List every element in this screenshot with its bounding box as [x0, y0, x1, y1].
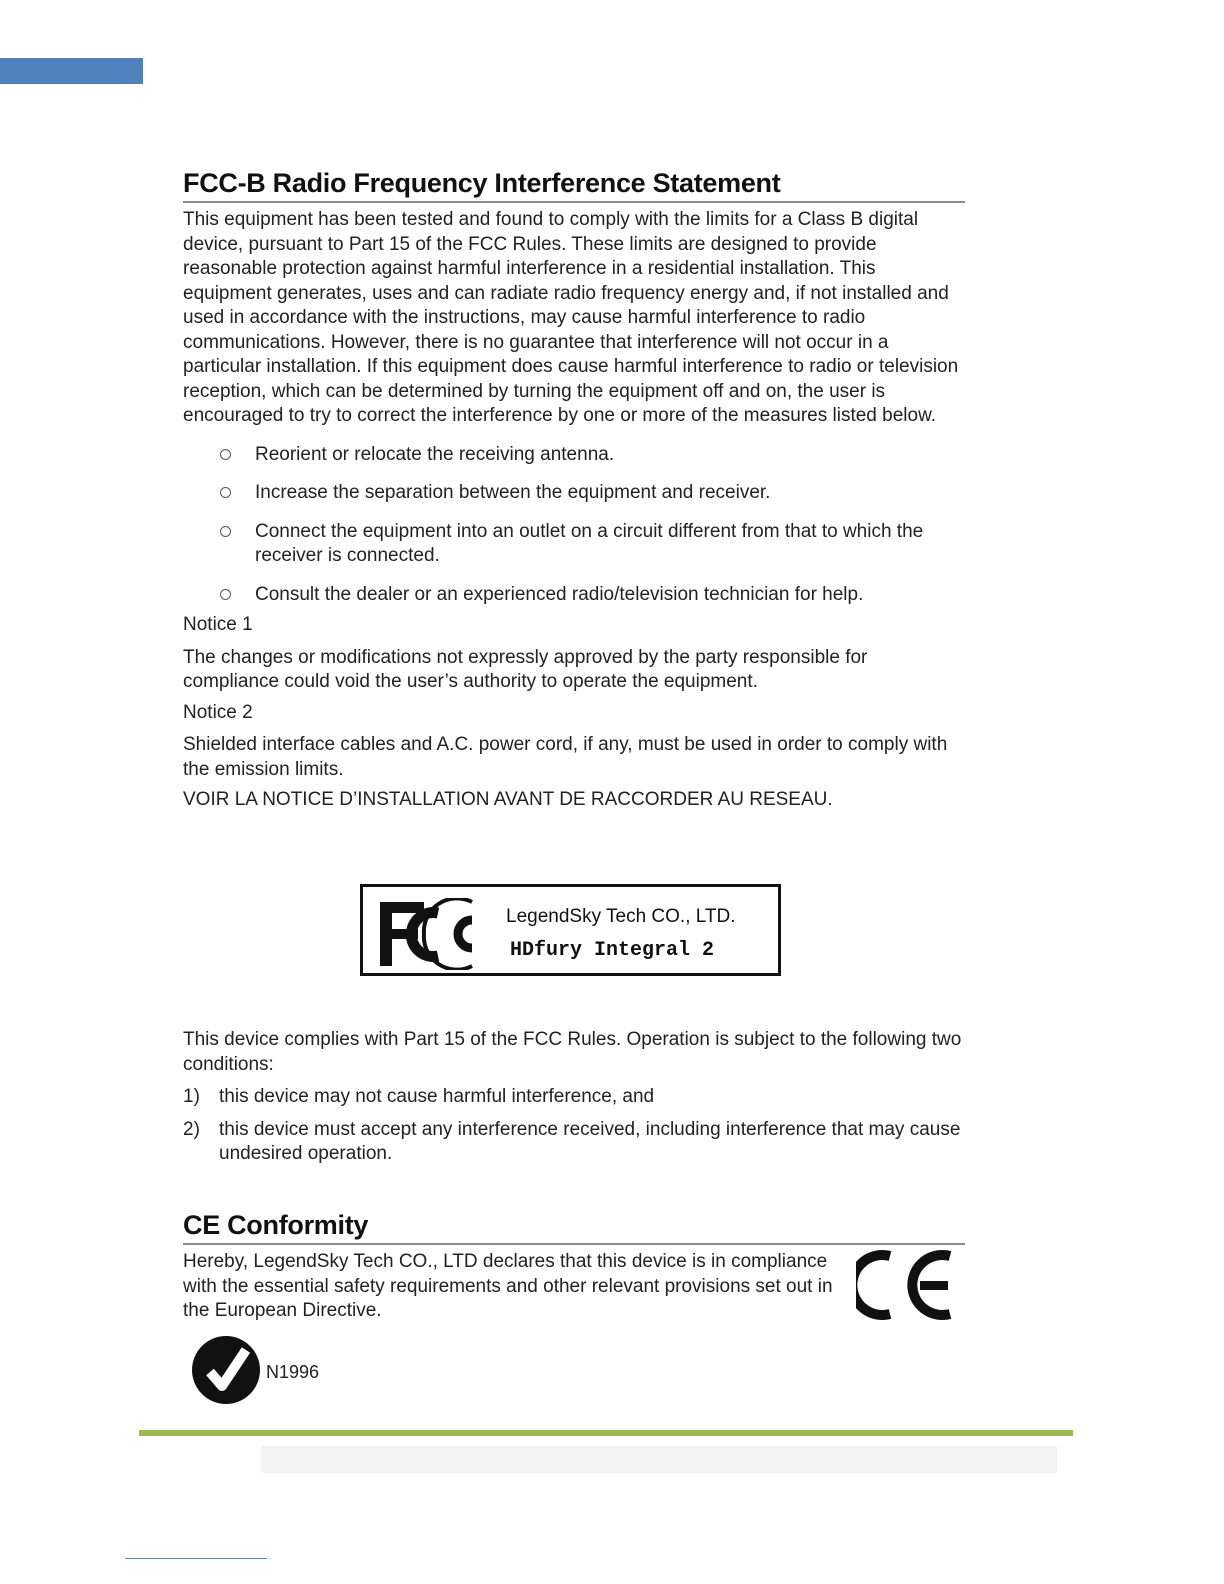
fcc-company-name: LegendSky Tech CO., LTD. [506, 906, 736, 927]
ce-heading: CE Conformity [183, 1208, 965, 1245]
list-item: Connect the equipment into an outlet on a circuit different from that to which the receiver is connected. [183, 520, 965, 569]
fcc-logo-icon [380, 898, 484, 970]
circle-bullet-icon [220, 526, 231, 537]
fcc-label-box [360, 884, 781, 976]
circle-bullet-icon [220, 449, 231, 460]
bottom-rule [125, 1558, 267, 1559]
notice-1-label: Notice 1 [183, 614, 253, 635]
measures-list [183, 443, 965, 608]
fcc-compliance-section [183, 1028, 965, 1175]
notice-2-label: Notice 2 [183, 701, 253, 723]
conditions-list [183, 1085, 965, 1167]
circle-bullet-icon [220, 589, 231, 600]
footer-bar [261, 1446, 1057, 1473]
fcc-heading: FCC-B Radio Frequency Interference Statement [183, 166, 965, 203]
french-installation-notice: VOIR LA NOTICE D’INSTALLATION AVANT DE RACCORDER AU RESEAU. [183, 789, 833, 810]
footer-divider [139, 1430, 1073, 1436]
ce-mark-icon [856, 1248, 956, 1322]
compliance-text: This device complies with Part 15 of the FCC Rules. Operation is subject to the following two conditions: [183, 1029, 962, 1075]
list-item: Reorient or relocate the receiving antenna. [183, 443, 965, 468]
ce-text: Hereby, LegendSky Tech CO., LTD declares that this device is in compliance with the essential safety requirements and other relevant provisions set out in the European Directive. [183, 1251, 833, 1321]
c-tick-icon [190, 1334, 262, 1406]
list-item: 2) this device must accept any interference received, including interference that may cause undesired operation. [183, 1118, 961, 1164]
ce-section [183, 1208, 965, 1324]
notice-2-text: Shielded interface cables and A.C. power cord, if any, must be used in order to comply with the emission limits. [183, 734, 948, 780]
list-item: Consult the dealer or an experienced radio/television technician for help. [183, 583, 965, 608]
list-item: 1) this device may not cause harmful interference, and [183, 1086, 655, 1107]
circle-bullet-icon [220, 487, 231, 498]
fcc-product-name: HDfury Integral 2 [510, 939, 715, 962]
header-accent-bar [0, 58, 143, 84]
notice-1-text: The changes or modifications not expressly approved by the party responsible for compliance could void the user’s authority to operate the equipment. [183, 646, 868, 692]
fcc-section [183, 166, 965, 813]
fcc-intro-paragraph: This equipment has been tested and found to comply with the limits for a Class B digital device, pursuant to Part 15 of the FCC Rules. These limits are designed to provide reasonable protection against harmful interference in a residential installation. This equipment generates, uses and can radiate radio frequency energy and, if not installed and used in accordance with the instructions, may cause harmful interference to radio communications. However, there is no guarantee that interference will not occur in a particular installation. If this equipment does cause harmful interference to radio or television reception, which can be determined by turning the equipment off and on, the user is encouraged to try to correct the interference by one or more of the measures listed below. [183, 209, 959, 426]
list-item: Increase the separation between the equipment and receiver. [183, 481, 965, 506]
c-tick-code: N1996 [266, 1362, 320, 1382]
